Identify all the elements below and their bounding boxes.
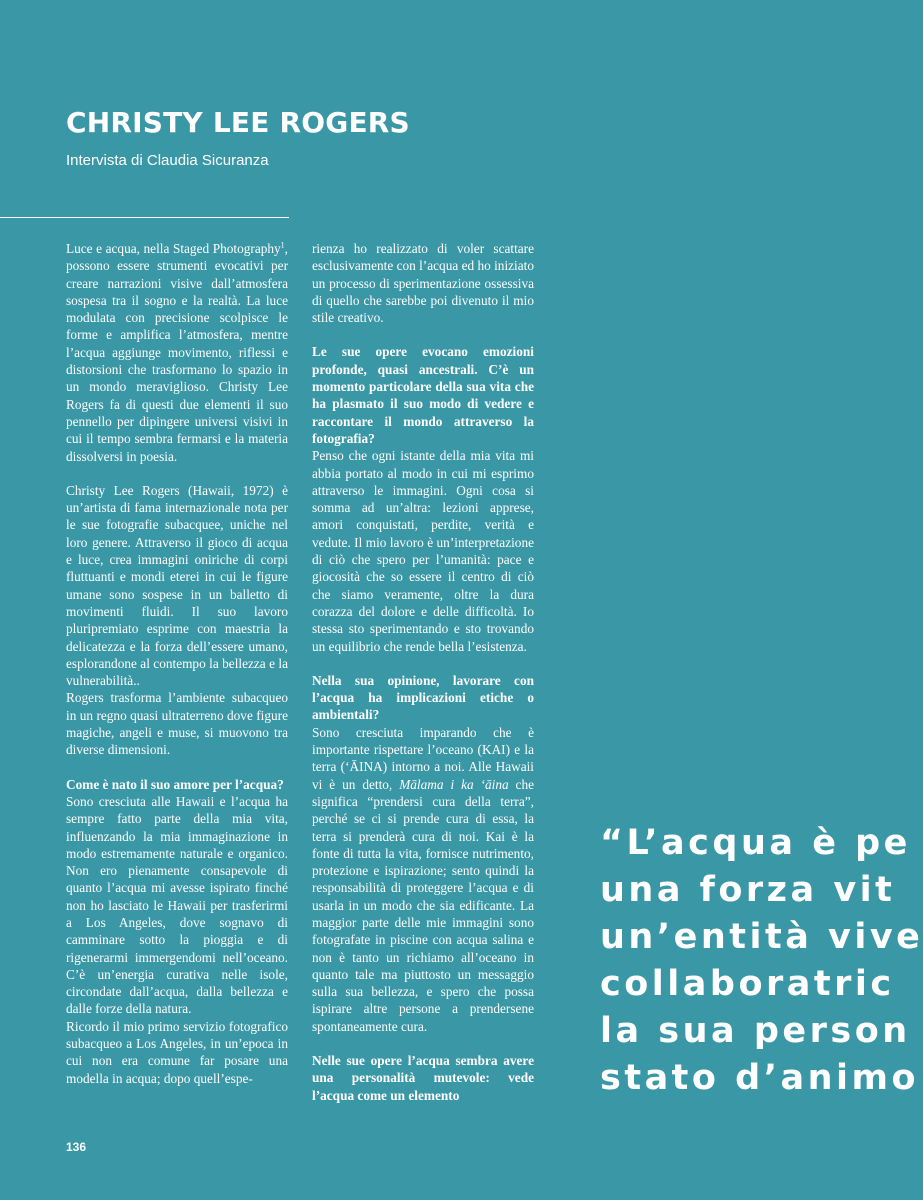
pull-quote-line: collaboratric	[600, 964, 895, 1004]
answer-1-continued: rienza ho realizzato di voler scattare esclusivamente con l’acqua ed ho iniziato un processo di sperimentazione ossessiva di quello che sarebbe poi divenuto il mio stile creativo.	[312, 241, 534, 326]
question-3: Nella sua opinione, lavorare con l’acqua ha implicazioni etiche o ambientali?	[312, 672, 534, 723]
article-byline: Intervista di Claudia Sicuranza	[66, 152, 269, 169]
question-1: Come è nato il suo amore per l’acqua?	[66, 776, 284, 792]
title-divider	[0, 217, 289, 218]
pull-quote-line: stato d’animo	[600, 1058, 920, 1098]
pull-quote	[600, 820, 923, 1102]
pull-quote-line: la sua person	[600, 1011, 911, 1051]
answer-1-paragraph-2: Ricordo il mio primo servizio fotografico subacqueo a Los Angeles, in un’epoca in cui non era comune far posare una modella in acqua; dopo quell’espe-	[66, 1018, 288, 1086]
answer-3-end: che significa “prendersi cura della terra”, perché se ci si prende cura di essa, la terra si prenderà cura di noi. Kai è la fonte di tutta la vita, fornisce nutrimento, protezione e ispirazione; sento quindi la responsabilità di proteggere l’acqua e di usarla in un modo che sia edificante. La maggior parte delle mie immagini sono fotografate in piscine con acqua salina e non è tanto un richiamo all’oceano in quanto tale ma piuttosto un messaggio sulla sua bellezza, e spero che possa ispirare altre persone a prendersene spontaneamente cura.	[312, 776, 535, 1034]
answer-3	[312, 724, 534, 1035]
page-number: 136	[66, 1140, 87, 1154]
bio-paragraph-2: Rogers trasforma l’ambiente subacqueo in un regno quasi ultraterreno dove figure magiche, angeli e muse, si muovono tra diverse dimensioni.	[66, 690, 288, 758]
pull-quote-line: un’entità vive	[600, 917, 923, 957]
question-4: Nelle sue opere l’acqua sembra avere una personalità mutevole: vede l’acqua come un elemento	[312, 1053, 534, 1103]
answer-2: Penso che ogni istante della mia vita mi abbia portato al modo in cui mi esprimo attraverso le immagini. Ogni cosa si somma ad un’altra: lezioni apprese, amori conquistati, perdite, verità e vedute. Il mio lavoro è un’interpretazione di ciò che spero per l’umanità: pace e giocosità che so essere il centro di ciò che siamo veramente, oltre la dura corazza del dolore e delle difficoltà. Io stessa sto sperimentando e sto trovando un equilibrio che rende bella l’esistenza.	[312, 448, 534, 654]
footnote-marker: 1	[280, 240, 285, 250]
bio-paragraph: Christy Lee Rogers (Hawaii, 1972) è un’artista di fama internazionale nota per le sue fotografie subacquee, uniche nel loro genere. Attraverso il gioco di acqua e luce, crea immagini oniriche di corpi fluttuanti e mondi eterei in cui le figure umane sono sospese in un balletto di movimenti fluidi. Il suo lavoro pluripremiato esprime con maestria la delicatezza e la forza dell’essere umano, esplorandone al contempo la bellezza e la vulnerabilità..	[66, 482, 288, 689]
question-2: Le sue opere evocano emozioni profonde, quasi ancestrali. C’è un momento particolare della sua vita che ha plasmato il suo modo di vedere e raccontare il mondo attraverso la fotografia?	[312, 344, 534, 446]
answer-1-paragraph: Sono cresciuta alle Hawaii e l’acqua ha sempre fatto parte della mia vita, influenzando la mia immaginazione in modo estremamente naturale e organico. Non ero pienamente consapevole di quanto l’acqua mi avesse ispirato finché non ho lasciato le Hawaii per trasferirmi a Los Angeles, dove sognavo di camminare sotto la pioggia e di rigenerarmi immergendomi nell’oceano. C’è un’energia curativa nelle isole, circondate dall’acqua, dalla bellezza e dalle forze della natura.	[66, 793, 288, 1017]
article-title: CHRISTY LEE ROGERS	[66, 106, 410, 139]
text-column-2	[312, 240, 534, 1104]
pull-quote-line: una forza vit	[600, 870, 896, 910]
intro-text-end: , possono essere strumenti evocativi per creare narrazioni visive dall’atmosfera sospesa tra il sogno e la realtà. La luce modulata con precisione scolpisce le forme e amplifica l’atmosfera, mentre l’acqua aggiunge movimento, riflessi e distorsioni che trasformano lo spazio in un mondo meraviglioso. Christy Lee Rogers fa di questi due elementi il suo pennello per dipingere universi visivi in cui il tempo sembra fermarsi e la materia dissolversi in poesia.	[66, 241, 288, 464]
answer-3-start: Sono cresciuta imparando che è importante rispettare l’oceano (KAI) e la terra (ʻĀINA) intorno a noi. Alle Hawaii vi è un detto,	[312, 724, 534, 792]
hawaiian-saying: Mālama i ka ʻāina	[399, 776, 509, 792]
text-column-1	[66, 240, 288, 1087]
intro-text-start: Luce e acqua, nella Staged Photography	[66, 241, 281, 256]
intro-paragraph	[66, 240, 288, 465]
pull-quote-line: “L’acqua è pe	[600, 823, 911, 863]
